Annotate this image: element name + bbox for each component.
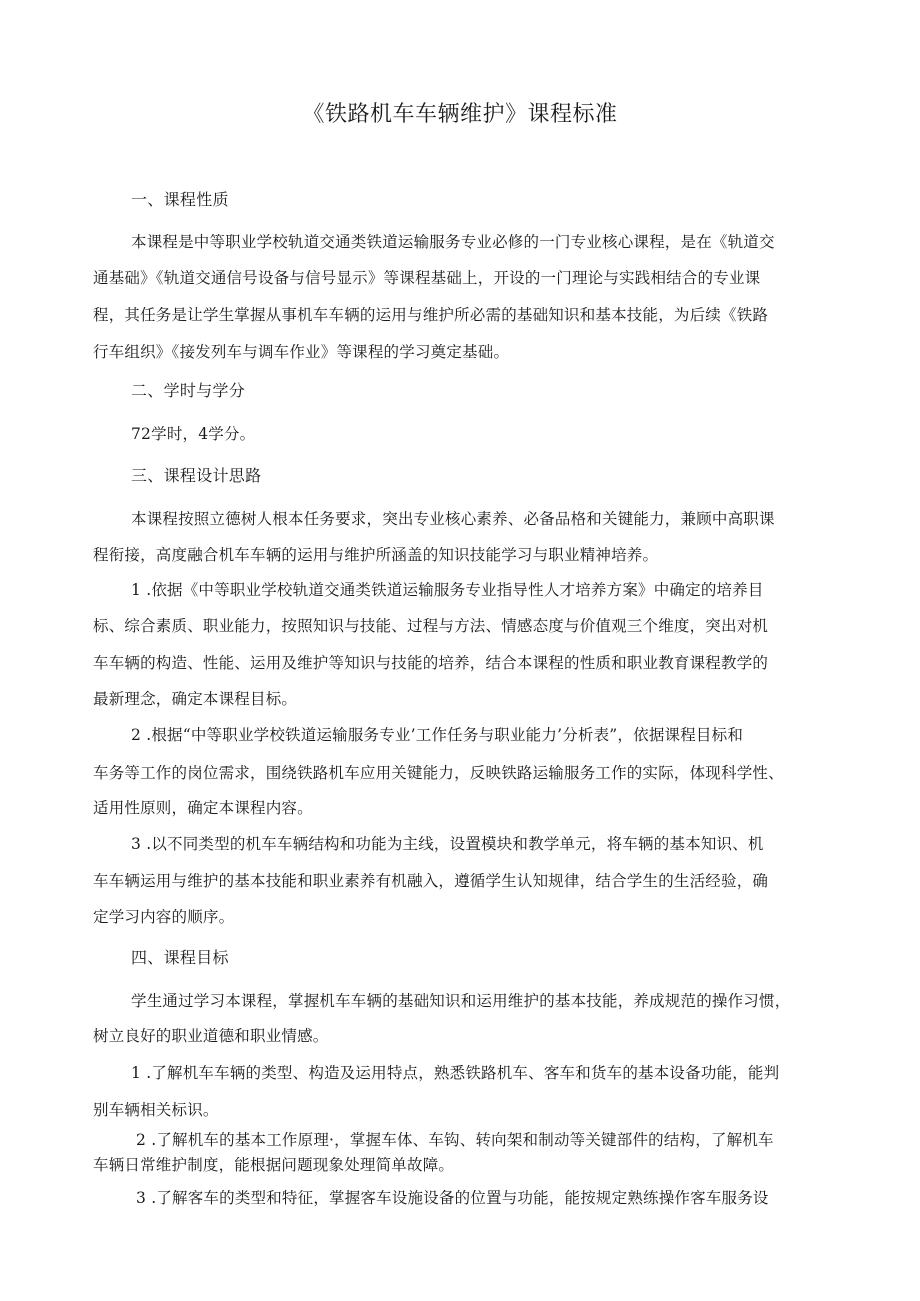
section-heading-design: 三、课程设计思路 [131,466,262,485]
paragraph-line: 车辆日常维护制度，能根据问题现象处理简单故障。 [93,1156,455,1174]
section-heading-hours-credits: 二、学时与学分 [131,381,246,400]
paragraph-line: 最新理念，确定本课程目标。 [93,690,298,708]
paragraph-line: 2 .根据“中等职业学校铁道运输服务专业’工作任务与职业能力’分析表”，依据课程目标和 [131,726,744,744]
paragraph-line: 3 .以不同类型的机车车辆结构和功能为主线，设置模块和教学单元，将车辆的基本知识、机 [131,835,764,853]
paragraph-line: 树立良好的职业道德和职业情感。 [93,1027,329,1045]
paragraph-line: 学生通过学习本课程，掌握机车车辆的基础知识和运用维护的基本技能，养成规范的操作习惯， [131,992,791,1010]
paragraph-line: 本课程是中等职业学校轨道交通类铁道运输服务专业必修的一门专业核心课程，是在《轨道交 [131,233,775,251]
section-heading-nature: 一、课程性质 [131,190,229,209]
paragraph-line: 1 .了解机车车辆的类型、构造及运用特点，熟悉铁路机车、客车和货车的基本设备功能，能判 [131,1064,780,1082]
paragraph-line: 程衔接，高度融合机车车辆的运用与维护所涵盖的知识技能学习与职业精神培养。 [93,546,659,564]
paragraph-line: 别车辆相关标识。 [93,1101,219,1119]
paragraph-line: 通基础》《轨道交通信号设备与信号显示》等课程基础上，开设的一门理论与实践相结合的专业课 [93,269,761,287]
paragraph-line: 3 .了解客车的类型和特征，掌握客车设施设备的位置与功能，能按规定熟练操作客车服务设 [136,1189,769,1207]
paragraph-line: 行车组织》《接发列车与调车作业》等课程的学习奠定基础。 [93,343,510,361]
paragraph-line: 车车辆运用与维护的基本技能和职业素养有机融入，遵循学生认知规律，结合学生的生活经验，确 [93,872,769,890]
paragraph-line: 标、综合素质、职业能力，按照知识与技能、过程与方法、情感态度与价值观三个维度，突出对机 [93,617,769,635]
paragraph-line: 本课程按照立德树人根本任务要求，突出专业核心素养、必备品格和关键能力，兼顾中高职课 [131,510,775,528]
section-heading-objectives: 四、课程目标 [131,948,229,967]
paragraph-line: 1 .依据《中等职业学校轨道交通类铁道运输服务专业指导性人才培养方案》中确定的培养目 [131,581,764,599]
paragraph-line: 定学习内容的顺序。 [93,908,235,926]
paragraph-line: 2 .了解机车的基本工作原理·，掌握车体、车钩、转向架和制动等关键部件的结构，了解机车 [136,1131,774,1149]
paragraph-line: 车务等工作的岗位需求，围绕铁路机车应用关键能力，反映铁路运输服务工作的实际，体现科学性、 [93,764,784,782]
document-title: 《铁路机车车辆维护》课程标准 [302,102,618,127]
paragraph-line: 适用性原则，确定本课程内容。 [93,799,313,817]
paragraph-line: 72学时，4学分。 [131,425,256,443]
paragraph-line: 车车辆的构造、性能、运用及维护等知识与技能的培养，结合本课程的性质和职业教育课程教学的 [93,654,769,672]
paragraph-line: 程，其任务是让学生掌握从事机车车辆的运用与维护所必需的基础知识和基本技能，为后续《铁路 [93,306,769,324]
